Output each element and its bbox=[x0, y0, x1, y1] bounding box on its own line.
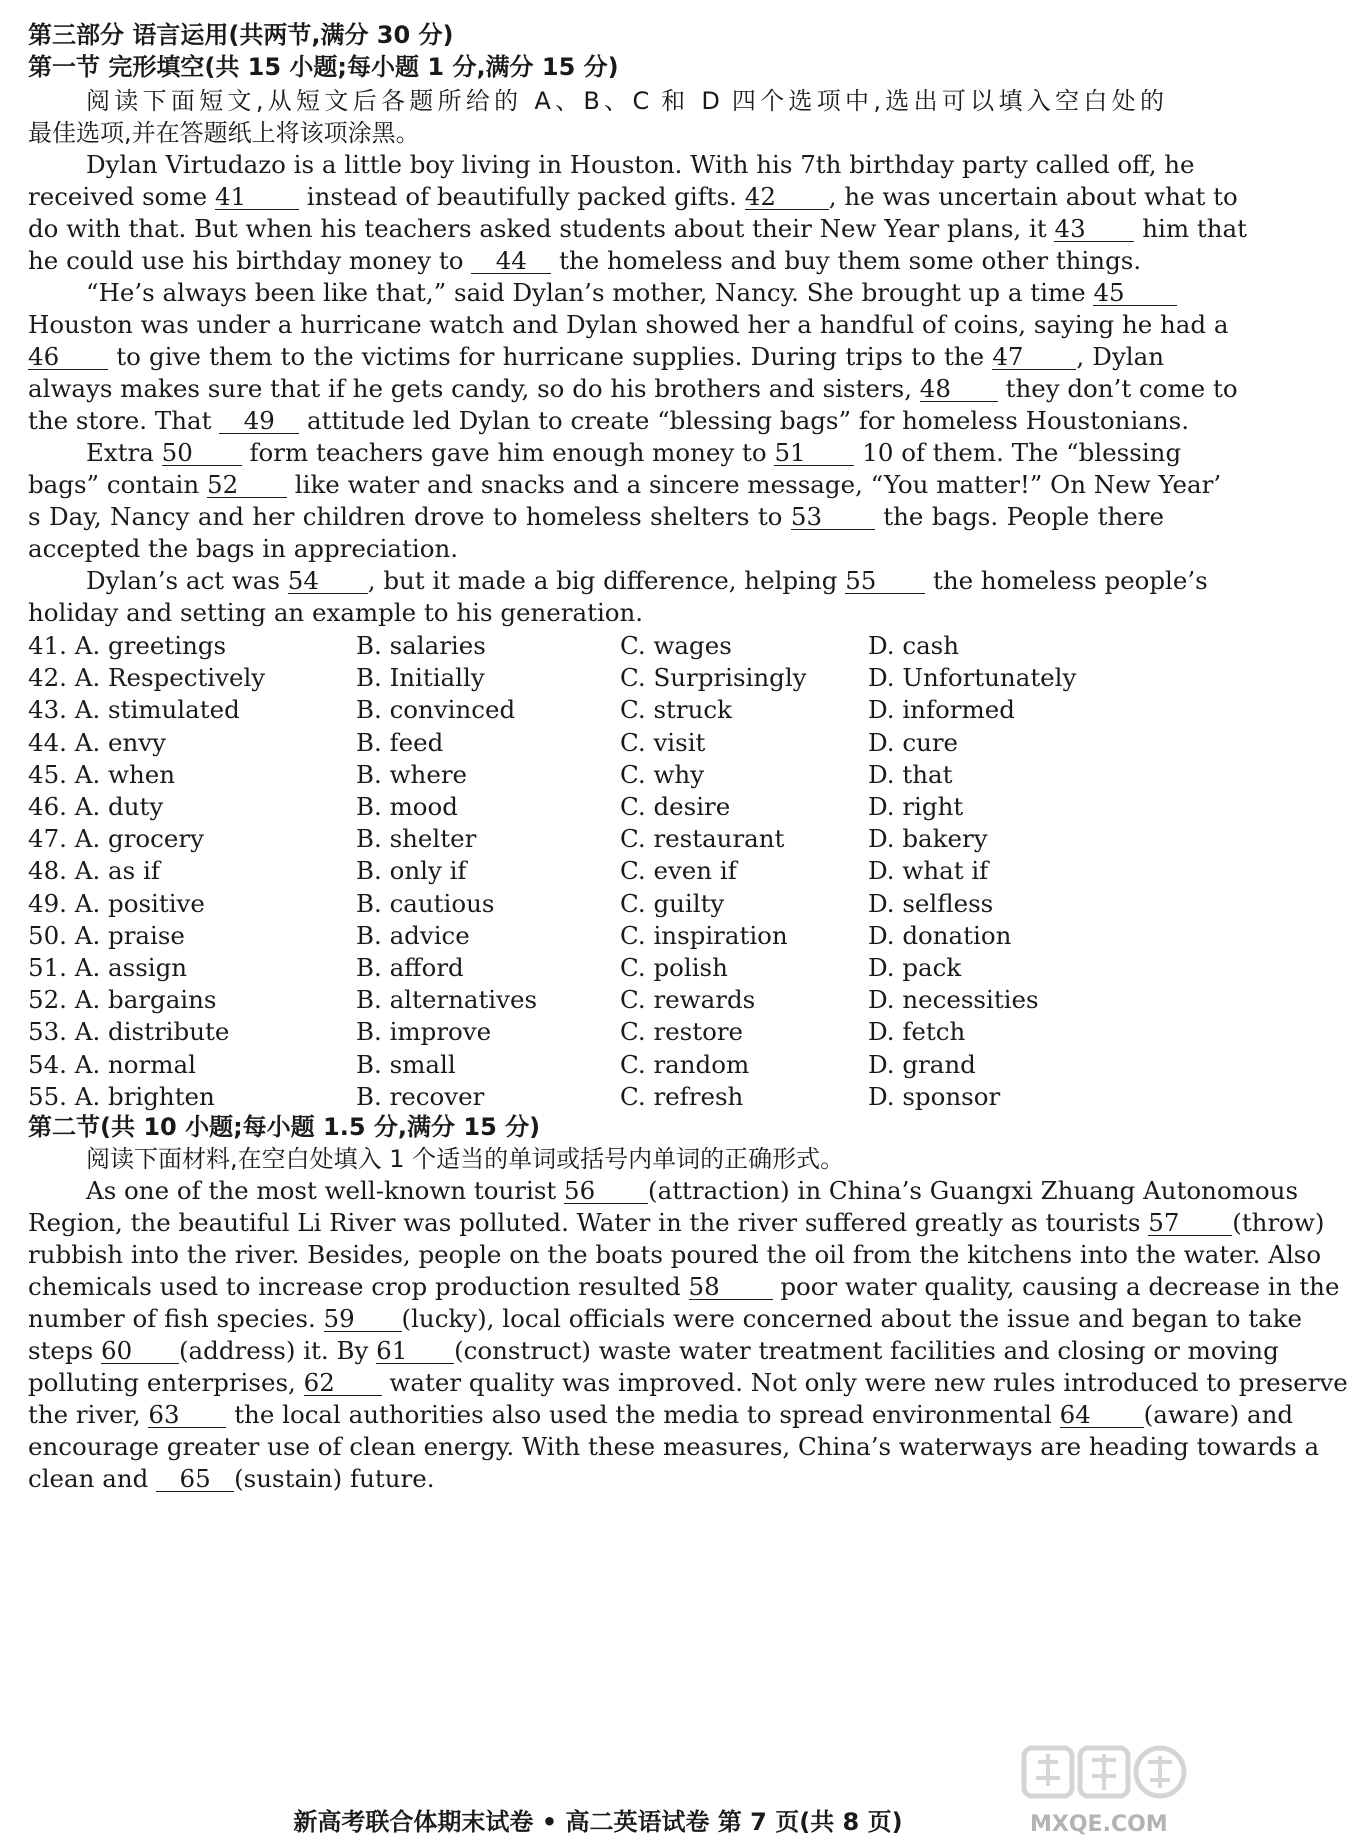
option-c: C. wages bbox=[620, 631, 732, 660]
text-run: As one of the most well-known tourist bbox=[86, 1176, 557, 1205]
blank-61: 61 bbox=[376, 1339, 454, 1364]
blank-60: 60 bbox=[101, 1339, 179, 1364]
blank-45: 45 bbox=[1093, 281, 1177, 306]
option-a: 55. A. brighten bbox=[28, 1081, 215, 1111]
passage1-line bbox=[28, 566, 1208, 596]
section2-title: 第二节(共 10 小题;每小题 1.5 分,满分 15 分) bbox=[28, 1113, 541, 1141]
option-row bbox=[28, 694, 1168, 726]
option-c: C. random bbox=[620, 1049, 750, 1079]
text-run: (lucky), local officials were concerned about the issue and began to take bbox=[401, 1304, 1303, 1333]
text-run: polluting enterprises, bbox=[28, 1368, 296, 1397]
text-run: water quality was improved. Not only were new rules introduced to preserve bbox=[389, 1368, 1348, 1397]
blank-53: 53 bbox=[791, 505, 875, 530]
option-c: C. guilty bbox=[620, 888, 725, 918]
passage2-line bbox=[28, 1400, 1294, 1430]
option-d: D. bakery bbox=[868, 824, 988, 854]
section2-instruction: 阅读下面材料,在空白处填入 1 个适当的单词或括号内单词的正确形式。 bbox=[86, 1145, 845, 1173]
option-a: 42. A. Respectively bbox=[28, 663, 266, 693]
section1-title: 第一节 完形填空(共 15 小题;每小题 1 分,满分 15 分) bbox=[28, 53, 619, 81]
text-run: attitude led Dylan to create “blessing bags” for homeless Houstonians. bbox=[307, 406, 1190, 435]
text-run: , Dylan bbox=[1076, 342, 1165, 371]
section1-instruction-line1: 阅读下面短文,从短文后各题所给的 A、B、C 和 D 四个选项中,选出可以填入空白处的 bbox=[86, 87, 1164, 115]
option-d: D. grand bbox=[868, 1049, 976, 1079]
text-run: “He’s always been like that,” said Dylan’s mother, Nancy. She brought up a time bbox=[86, 278, 1086, 307]
option-b: B. afford bbox=[356, 953, 464, 982]
passage2-line bbox=[28, 1272, 1340, 1302]
option-b: B. salaries bbox=[356, 631, 486, 660]
text-run: to give them to the victims for hurricane supplies. During trips to the bbox=[116, 342, 985, 371]
option-b: B. advice bbox=[356, 920, 470, 950]
passage1-line: Houston was under a hurricane watch and Dylan showed her a handful of coins, saying he had a bbox=[28, 310, 1229, 339]
passage2-line: rubbish into the river. Besides, people on the boats poured the oil from the kitchens into the water. Also bbox=[28, 1240, 1322, 1269]
option-d: D. donation bbox=[868, 920, 1012, 950]
text-run: instead of beautifully packed gifts. bbox=[306, 182, 737, 211]
passage1-line bbox=[28, 182, 1238, 212]
option-c: C. rewards bbox=[620, 985, 756, 1015]
option-d: D. selfless bbox=[868, 888, 994, 918]
option-b: B. improve bbox=[356, 1017, 492, 1047]
option-d: D. cash bbox=[868, 631, 960, 660]
option-row bbox=[28, 662, 1168, 694]
option-row bbox=[28, 920, 1168, 952]
passage1-line bbox=[28, 374, 1238, 404]
option-b: B. cautious bbox=[356, 888, 495, 918]
option-row bbox=[28, 855, 1168, 887]
text-run: he could use his birthday money to bbox=[28, 246, 464, 275]
option-a: 49. A. positive bbox=[28, 888, 205, 918]
text-run: clean and bbox=[28, 1464, 149, 1493]
passage1-line bbox=[28, 342, 1164, 372]
option-b: B. where bbox=[356, 759, 468, 789]
option-d: D. Unfortunately bbox=[868, 663, 1077, 693]
option-row bbox=[28, 984, 1168, 1016]
text-run: poor water quality, causing a decrease in the bbox=[780, 1272, 1340, 1301]
passage1-line: holiday and setting an example to his generation. bbox=[28, 598, 644, 627]
text-run: (throw) bbox=[1232, 1208, 1325, 1237]
option-row bbox=[28, 1016, 1168, 1048]
watermark-text: MXQE.COM bbox=[1030, 1812, 1168, 1837]
option-d: D. what if bbox=[868, 856, 989, 886]
option-a: 47. A. grocery bbox=[28, 824, 204, 854]
text-run: Region, the beautiful Li River was polluted. Water in the river suffered greatly as tourists bbox=[28, 1208, 1141, 1237]
passage1-line: Dylan Virtudazo is a little boy living in Houston. With his 7th birthday party called off, he bbox=[86, 150, 1195, 179]
text-run: the homeless people’s bbox=[933, 566, 1208, 595]
option-a: 41. A. greetings bbox=[28, 631, 227, 660]
blank-64: 64 bbox=[1060, 1403, 1144, 1428]
passage2-line: encourage greater use of clean energy. With these measures, China’s waterways are heading towards a bbox=[28, 1432, 1320, 1461]
passage1-line bbox=[28, 406, 1190, 436]
text-run: Dylan’s act was bbox=[86, 566, 280, 595]
option-c: C. restore bbox=[620, 1017, 744, 1047]
option-a: 50. A. praise bbox=[28, 920, 185, 950]
option-c: C. visit bbox=[620, 727, 706, 757]
option-c: C. refresh bbox=[620, 1081, 744, 1111]
option-c: C. why bbox=[620, 759, 705, 789]
text-run: the homeless and buy them some other things. bbox=[559, 246, 1142, 275]
option-d: D. that bbox=[868, 759, 953, 789]
option-row bbox=[28, 1049, 1168, 1081]
option-a: 46. A. duty bbox=[28, 792, 164, 821]
blank-44: 44 bbox=[471, 249, 551, 274]
blank-55: 55 bbox=[845, 569, 925, 594]
text-run: number of fish species. bbox=[28, 1304, 316, 1333]
blank-57: 57 bbox=[1148, 1211, 1232, 1236]
option-c: C. inspiration bbox=[620, 920, 788, 950]
passage1-line: accepted the bags in appreciation. bbox=[28, 534, 459, 563]
passage1-line bbox=[28, 470, 1222, 500]
option-b: B. convinced bbox=[356, 695, 516, 725]
option-a: 43. A. stimulated bbox=[28, 695, 240, 725]
blank-46: 46 bbox=[28, 345, 108, 370]
option-row bbox=[28, 823, 1168, 855]
blank-47: 47 bbox=[992, 345, 1076, 370]
text-run: chemicals used to increase crop production resulted bbox=[28, 1272, 681, 1301]
passage1-line bbox=[28, 502, 1164, 532]
passage2-line bbox=[28, 1304, 1303, 1334]
option-c: C. Surprisingly bbox=[620, 663, 807, 693]
text-run: always makes sure that if he gets candy, so do his brothers and sisters, bbox=[28, 374, 912, 403]
option-d: D. pack bbox=[868, 953, 962, 982]
option-b: B. alternatives bbox=[356, 985, 538, 1015]
option-row bbox=[28, 888, 1168, 920]
text-run: (aware) and bbox=[1143, 1400, 1294, 1429]
passage1-line bbox=[28, 246, 1164, 276]
text-run: (address) it. By bbox=[178, 1336, 369, 1365]
option-a: 48. A. as if bbox=[28, 856, 160, 886]
option-a: 44. A. envy bbox=[28, 727, 166, 757]
option-a: 52. A. bargains bbox=[28, 985, 217, 1015]
text-run: Extra bbox=[86, 438, 154, 467]
option-d: D. cure bbox=[868, 727, 959, 757]
option-a: 45. A. when bbox=[28, 759, 176, 789]
option-d: D. fetch bbox=[868, 1017, 966, 1047]
option-b: B. recover bbox=[356, 1081, 485, 1111]
option-c: C. polish bbox=[620, 953, 728, 982]
blank-63: 63 bbox=[148, 1403, 226, 1428]
text-run: (attraction) in China’s Guangxi Zhuang Autonomous bbox=[648, 1176, 1299, 1205]
option-b: B. feed bbox=[356, 727, 444, 757]
blank-58: 58 bbox=[689, 1275, 773, 1300]
option-a: 53. A. distribute bbox=[28, 1017, 230, 1047]
blank-54: 54 bbox=[288, 569, 368, 594]
option-d: D. informed bbox=[868, 695, 1015, 725]
blank-50: 50 bbox=[162, 441, 242, 466]
text-run: , he was uncertain about what to bbox=[828, 182, 1238, 211]
option-b: B. shelter bbox=[356, 824, 477, 854]
blank-56: 56 bbox=[564, 1179, 648, 1204]
text-run: like water and snacks and a sincere message, “You matter!” On New Year’ bbox=[294, 470, 1222, 499]
part-title: 第三部分 语言运用(共两节,满分 30 分) bbox=[28, 21, 454, 49]
passage1-line bbox=[28, 214, 1247, 244]
text-run: form teachers gave him enough money to bbox=[249, 438, 767, 467]
text-run: (sustain) future. bbox=[234, 1464, 435, 1493]
option-row bbox=[28, 952, 1168, 984]
blank-59: 59 bbox=[324, 1307, 402, 1332]
passage2-line bbox=[28, 1368, 1348, 1398]
text-run: him that bbox=[1142, 214, 1247, 243]
blank-48: 48 bbox=[920, 377, 998, 402]
option-d: D. necessities bbox=[868, 985, 1039, 1015]
option-row bbox=[28, 1081, 1168, 1113]
option-c: C. desire bbox=[620, 792, 731, 821]
option-row bbox=[28, 727, 1168, 759]
text-run: bags” contain bbox=[28, 470, 200, 499]
option-b: B. mood bbox=[356, 792, 458, 821]
text-run: the bags. People there bbox=[883, 502, 1164, 531]
option-c: C. restaurant bbox=[620, 824, 785, 854]
passage2-line bbox=[28, 1336, 1279, 1366]
text-run: do with that. But when his teachers asked students about their New Year plans, it bbox=[28, 214, 1047, 243]
text-run: (construct) waste water treatment facilities and closing or moving bbox=[454, 1336, 1279, 1365]
section1-instruction-line2: 最佳选项,并在答题纸上将该项涂黑。 bbox=[28, 119, 420, 147]
option-row bbox=[28, 791, 1168, 823]
blank-51: 51 bbox=[774, 441, 854, 466]
text-run: the local authorities also used the media to spread environmental bbox=[234, 1400, 1052, 1429]
blank-43: 43 bbox=[1054, 217, 1134, 242]
page-footer: 新高考联合体期末试卷 • 高二英语试卷 第 7 页(共 8 页) bbox=[293, 1808, 903, 1836]
blank-42: 42 bbox=[745, 185, 829, 210]
text-run: the store. That bbox=[28, 406, 212, 435]
text-run: received some bbox=[28, 182, 208, 211]
passage2-line bbox=[28, 1208, 1325, 1238]
option-d: D. sponsor bbox=[868, 1081, 1001, 1111]
blank-52: 52 bbox=[207, 473, 287, 498]
text-run: s Day, Nancy and her children drove to homeless shelters to bbox=[28, 502, 783, 531]
option-a: 54. A. normal bbox=[28, 1049, 196, 1079]
option-a: 51. A. assign bbox=[28, 953, 188, 982]
blank-62: 62 bbox=[304, 1371, 382, 1396]
text-run: steps bbox=[28, 1336, 94, 1365]
blank-65: 65 bbox=[156, 1467, 234, 1492]
option-b: B. only if bbox=[356, 856, 467, 886]
option-c: C. even if bbox=[620, 856, 737, 886]
option-d: D. right bbox=[868, 792, 964, 821]
passage1-line bbox=[28, 438, 1182, 468]
text-run: they don’t come to bbox=[1005, 374, 1238, 403]
option-b: B. small bbox=[356, 1049, 456, 1079]
option-row bbox=[28, 630, 1168, 662]
blank-41: 41 bbox=[215, 185, 299, 210]
blank-49: 49 bbox=[219, 409, 299, 434]
option-row bbox=[28, 759, 1168, 791]
passage2-line bbox=[28, 1176, 1299, 1206]
text-run: the river, bbox=[28, 1400, 141, 1429]
option-b: B. Initially bbox=[356, 663, 485, 693]
passage1-line bbox=[28, 278, 1164, 308]
text-run: 10 of them. The “blessing bbox=[862, 438, 1182, 467]
passage2-line bbox=[28, 1464, 1164, 1494]
text-run: , but it made a big difference, helping bbox=[367, 566, 838, 595]
option-c: C. struck bbox=[620, 695, 732, 725]
